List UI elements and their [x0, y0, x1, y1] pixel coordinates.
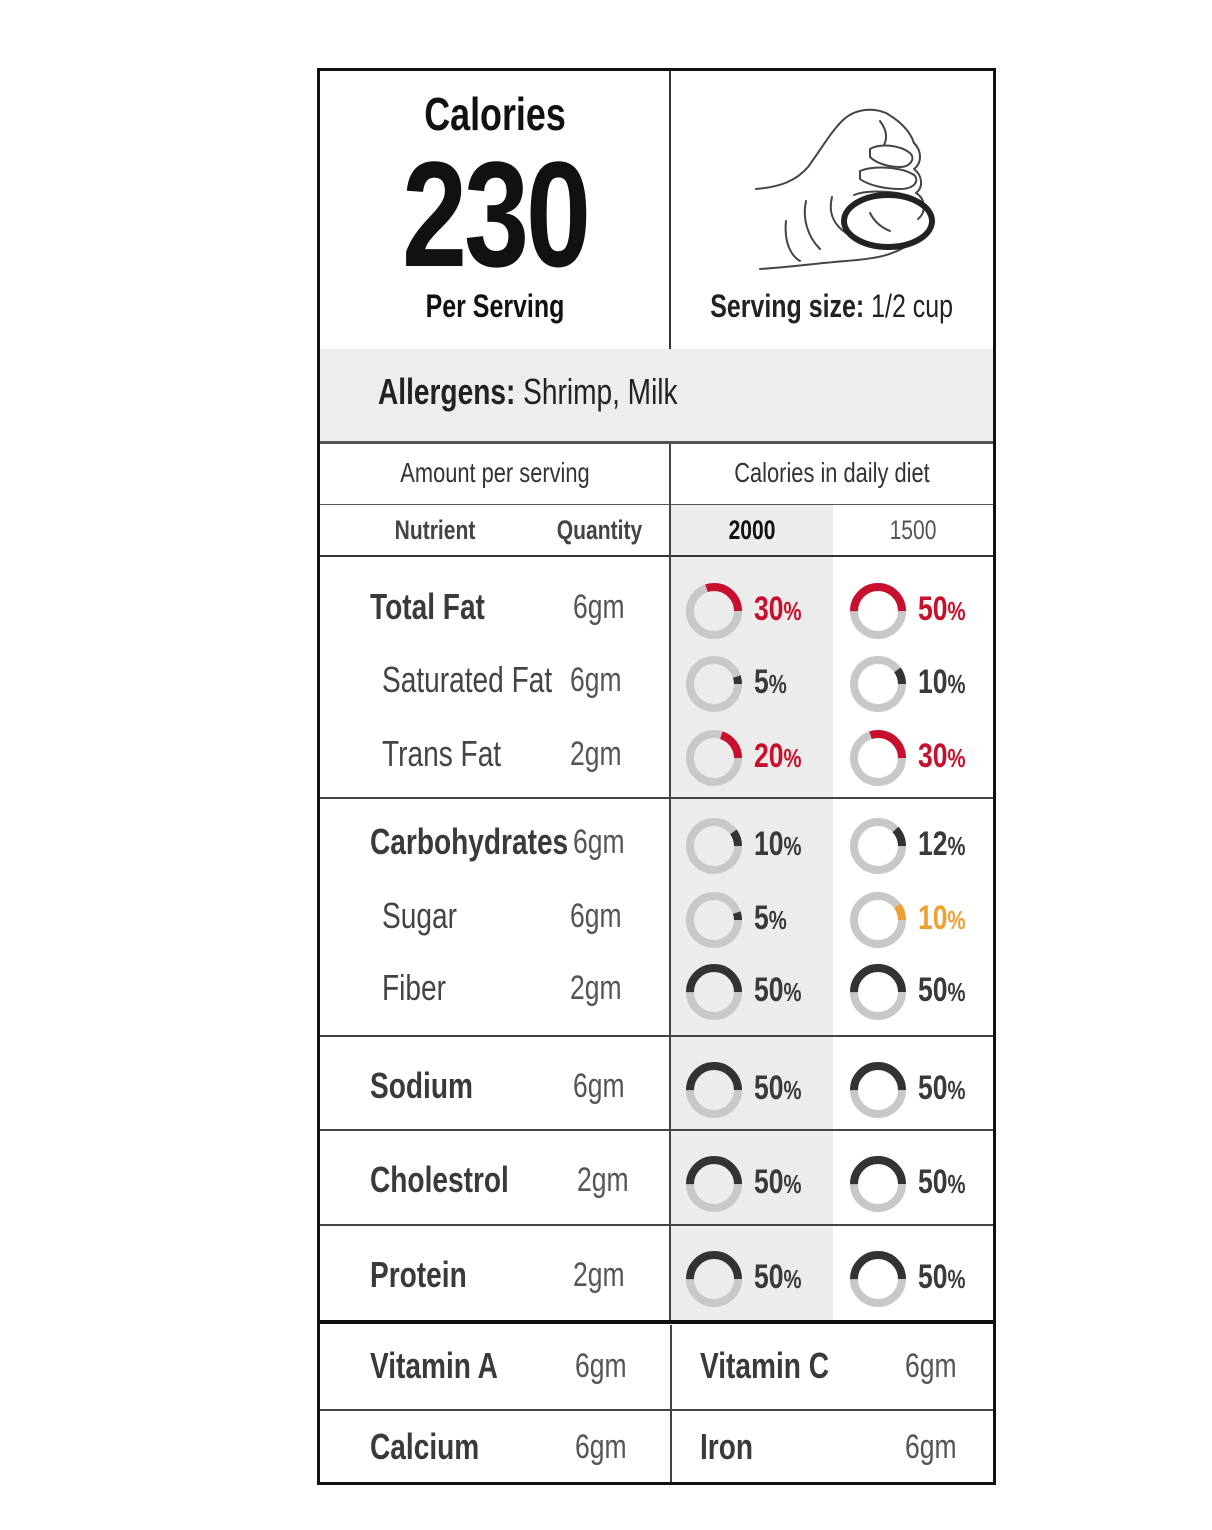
- percent-sign: %: [783, 831, 802, 861]
- percent-value: [754, 899, 787, 938]
- percent-sign: %: [947, 1169, 966, 1199]
- nutrient-name: Sodium: [370, 1065, 473, 1106]
- amount-per-serving-header: Amount per serving: [400, 457, 590, 488]
- group-separator: [320, 1129, 993, 1131]
- percent-value: [754, 663, 787, 702]
- nutrient-column-header: Nutrient: [394, 515, 476, 545]
- ring-track: [690, 896, 738, 944]
- nutrient-name: Carbohydrates: [370, 821, 569, 862]
- percent-number: 50: [918, 1163, 948, 1201]
- serving-size-label: Serving size:: [710, 288, 865, 324]
- ring-track: [690, 822, 738, 870]
- percent-value: [918, 737, 966, 776]
- vitamin-a-name: Vitamin A: [370, 1345, 498, 1386]
- iron-qty: 6gm: [905, 1428, 957, 1466]
- group-separator: [320, 797, 993, 799]
- percent-number: 5: [754, 663, 769, 701]
- quantity-column-header: Quantity: [556, 515, 643, 545]
- percent-value: [918, 1069, 966, 1108]
- percent-value: [918, 971, 966, 1010]
- ring-track: [854, 660, 902, 708]
- nutrient-name: Cholestrol: [370, 1159, 509, 1200]
- percent-sign: %: [783, 1169, 802, 1199]
- group-separator: [320, 1224, 993, 1226]
- serving-size-value: 1/2 cup: [871, 288, 953, 324]
- percent-ring-1500: [848, 962, 908, 1022]
- percent-number: 12: [918, 825, 948, 863]
- percent-number: 5: [754, 899, 769, 937]
- percent-value: [754, 590, 802, 629]
- percent-number: 20: [754, 737, 784, 775]
- calcium-qty: 6gm: [575, 1428, 627, 1466]
- diet-2000-header: 2000: [728, 515, 776, 545]
- percent-value: [754, 825, 802, 864]
- percent-number: 50: [754, 1163, 784, 1201]
- nutrient-name: Protein: [370, 1254, 467, 1295]
- percent-value: [754, 1163, 802, 1202]
- middle-divider: [669, 444, 671, 1322]
- percent-ring-1500: [848, 654, 908, 714]
- percent-ring-1500: [848, 1249, 908, 1309]
- percent-sign: %: [947, 669, 966, 699]
- vitamins-row-separator: [320, 1409, 993, 1411]
- percent-number: 50: [754, 971, 784, 1009]
- percent-value: [918, 825, 966, 864]
- percent-number: 10: [754, 825, 784, 863]
- nutrient-name: Sugar: [382, 895, 457, 936]
- percent-sign: %: [783, 1075, 802, 1105]
- percent-number: 50: [918, 971, 948, 1009]
- percent-ring-2000: [684, 962, 744, 1022]
- calcium-name: Calcium: [370, 1426, 480, 1467]
- ring-track: [690, 660, 738, 708]
- percent-ring-1500: [848, 890, 908, 950]
- percent-ring-1500: [848, 1060, 908, 1120]
- percent-number: 10: [918, 899, 948, 937]
- percent-sign: %: [768, 669, 787, 699]
- percent-sign: %: [947, 1075, 966, 1105]
- diet-1500-header: 1500: [889, 515, 937, 545]
- nutrition-card: [317, 68, 996, 1485]
- iron-name: Iron: [700, 1426, 754, 1467]
- nutrient-name: Saturated Fat: [382, 659, 553, 700]
- percent-ring-2000: [684, 1060, 744, 1120]
- vitamin-c-name: Vitamin C: [700, 1345, 829, 1386]
- nutrient-quantity: 6gm: [570, 897, 622, 935]
- percent-ring-2000: [684, 581, 744, 641]
- percent-sign: %: [947, 1264, 966, 1294]
- percent-number: 50: [918, 1069, 948, 1107]
- nutrient-quantity: 6gm: [573, 588, 625, 626]
- calories-label: Calories: [424, 88, 566, 140]
- percent-ring-2000: [684, 1249, 744, 1309]
- nutrient-quantity: 2gm: [573, 1256, 625, 1294]
- percent-ring-1500: [848, 1154, 908, 1214]
- percent-sign: %: [947, 905, 966, 935]
- percent-value: [754, 737, 802, 776]
- percent-sign: %: [947, 743, 966, 773]
- nutrient-quantity: 2gm: [570, 735, 622, 773]
- nutrient-quantity: 2gm: [577, 1161, 629, 1199]
- percent-sign: %: [768, 905, 787, 935]
- percent-ring-2000: [684, 1154, 744, 1214]
- ring-track: [854, 896, 902, 944]
- nutrient-name: Trans Fat: [382, 733, 502, 774]
- percent-sign: %: [947, 596, 966, 626]
- percent-sign: %: [783, 977, 802, 1007]
- percent-ring-2000: [684, 654, 744, 714]
- percent-ring-2000: [684, 890, 744, 950]
- percent-sign: %: [947, 977, 966, 1007]
- percent-value: [918, 1258, 966, 1297]
- percent-value: [754, 1069, 802, 1108]
- percent-value: [918, 663, 966, 702]
- vitamin-c-qty: 6gm: [905, 1347, 957, 1385]
- vitamins-separator: [320, 1320, 993, 1324]
- percent-ring-2000: [684, 728, 744, 788]
- vitamins-divider: [670, 1325, 672, 1482]
- percent-sign: %: [947, 831, 966, 861]
- percent-ring-1500: [848, 581, 908, 641]
- nutrient-quantity: 6gm: [573, 1067, 625, 1105]
- percent-sign: %: [783, 596, 802, 626]
- fist-serving-icon: [750, 101, 940, 281]
- percent-number: 50: [918, 1258, 948, 1296]
- calories-daily-diet-header: Calories in daily diet: [734, 457, 930, 488]
- percent-ring-2000: [684, 816, 744, 876]
- percent-number: 50: [754, 1069, 784, 1107]
- percent-value: [754, 1258, 802, 1297]
- percent-number: 30: [754, 590, 784, 628]
- percent-value: [918, 590, 966, 629]
- nutrient-name: Total Fat: [370, 586, 485, 627]
- percent-value: [754, 971, 802, 1010]
- percent-sign: %: [783, 1264, 802, 1294]
- percent-value: [918, 899, 966, 938]
- nutrient-quantity: 2gm: [570, 969, 622, 1007]
- serving-size: [670, 288, 993, 325]
- calories-value: 230: [402, 130, 588, 298]
- percent-number: 50: [754, 1258, 784, 1296]
- percent-number: 50: [918, 590, 948, 628]
- per-serving-label: Per Serving: [425, 288, 565, 324]
- percent-value: [918, 1163, 966, 1202]
- percent-number: 30: [918, 737, 948, 775]
- percent-ring-1500: [848, 816, 908, 876]
- allergens-label: Allergens:: [378, 371, 516, 412]
- allergens-value: Shrimp, Milk: [523, 371, 678, 412]
- percent-ring-1500: [848, 728, 908, 788]
- nutrient-name: Fiber: [382, 967, 446, 1008]
- allergens: [378, 371, 678, 413]
- percent-number: 10: [918, 663, 948, 701]
- vitamin-a-qty: 6gm: [575, 1347, 627, 1385]
- ring-track: [854, 822, 902, 870]
- nutrient-quantity: 6gm: [573, 823, 625, 861]
- percent-sign: %: [783, 743, 802, 773]
- nutrient-quantity: 6gm: [570, 661, 622, 699]
- group-separator: [320, 1035, 993, 1037]
